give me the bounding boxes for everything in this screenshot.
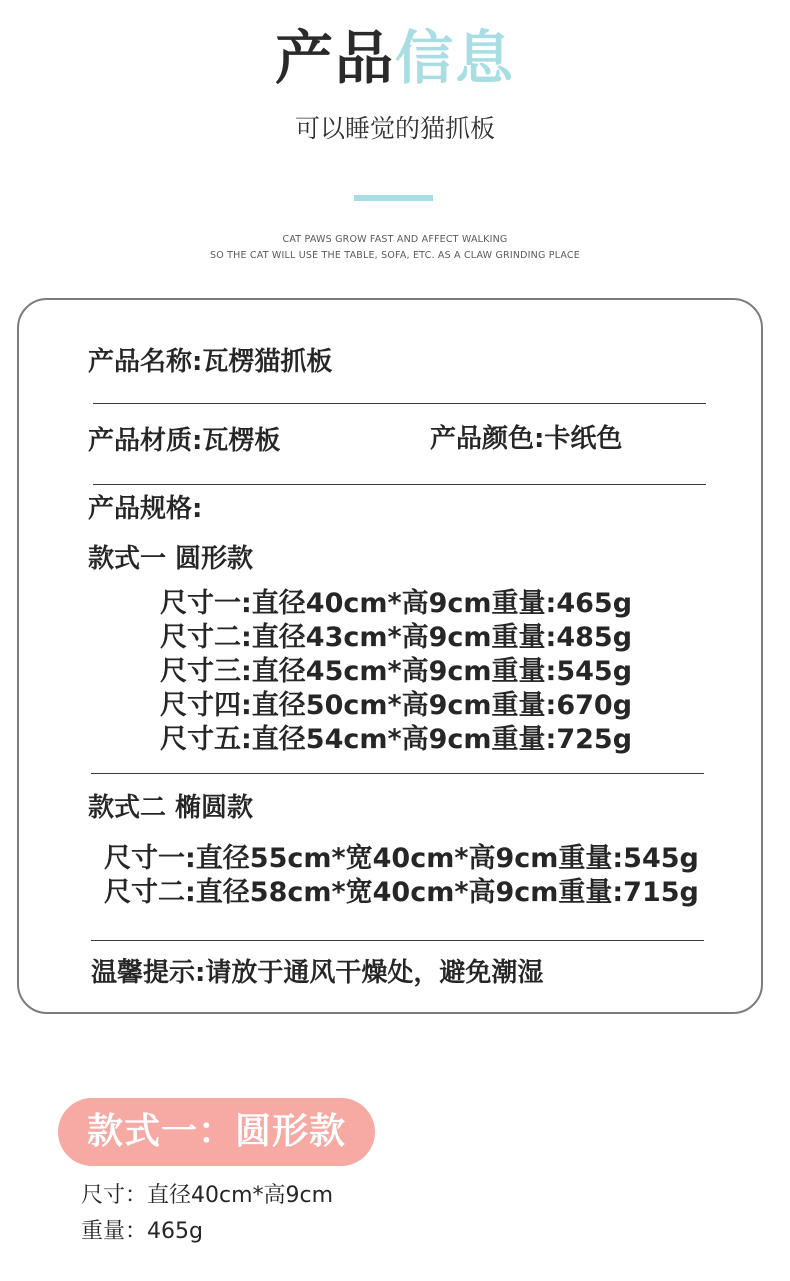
style1-size-2: 尺寸二:直径43cm*高9cm重量:485g <box>160 622 633 653</box>
style2-size-2: 尺寸二:直径58cm*宽40cm*高9cm重量:715g <box>104 877 699 908</box>
english-caption-line-1: CAT PAWS GROW FAST AND AFFECT WALKING <box>282 234 508 245</box>
divider <box>93 403 706 404</box>
footer-weight-line: 重量：465g <box>81 1219 203 1244</box>
style1-title: 款式一 圆形款 <box>88 544 254 574</box>
footer-size-line: 尺寸：直径40cm*高9cm <box>81 1183 334 1208</box>
accent-divider <box>354 195 433 201</box>
english-caption-line-2: SO THE CAT WILL USE THE TABLE, SOFA, ETC. AS A CLAW GRINDING PLACE <box>210 250 580 261</box>
style1-size-3: 尺寸三:直径45cm*高9cm重量:545g <box>160 656 633 687</box>
product-spec-label: 产品规格: <box>88 494 203 524</box>
page-title <box>0 22 790 94</box>
title-light-part: 信息 <box>395 24 516 92</box>
product-color: 产品颜色:卡纸色 <box>430 424 623 454</box>
title-dark-part: 产品 <box>274 24 395 92</box>
divider <box>93 484 706 485</box>
divider <box>91 773 704 774</box>
style2-title: 款式二 椭圆款 <box>88 793 254 823</box>
style1-size-1: 尺寸一:直径40cm*高9cm重量:465g <box>160 588 633 619</box>
style-pill-label: 款式一：圆形款 <box>86 1111 346 1152</box>
style2-size-1: 尺寸一:直径55cm*宽40cm*高9cm重量:545g <box>104 843 699 874</box>
product-name: 产品名称:瓦楞猫抓板 <box>88 347 333 377</box>
style1-size-5: 尺寸五:直径54cm*高9cm重量:725g <box>160 724 633 755</box>
style1-size-4: 尺寸四:直径50cm*高9cm重量:670g <box>160 690 633 721</box>
warm-tip: 温馨提示:请放于通风干燥处，避免潮湿 <box>91 958 544 988</box>
product-material: 产品材质:瓦楞板 <box>88 426 281 456</box>
divider <box>91 940 704 941</box>
page-subtitle: 可以睡觉的猫抓板 <box>294 114 495 143</box>
